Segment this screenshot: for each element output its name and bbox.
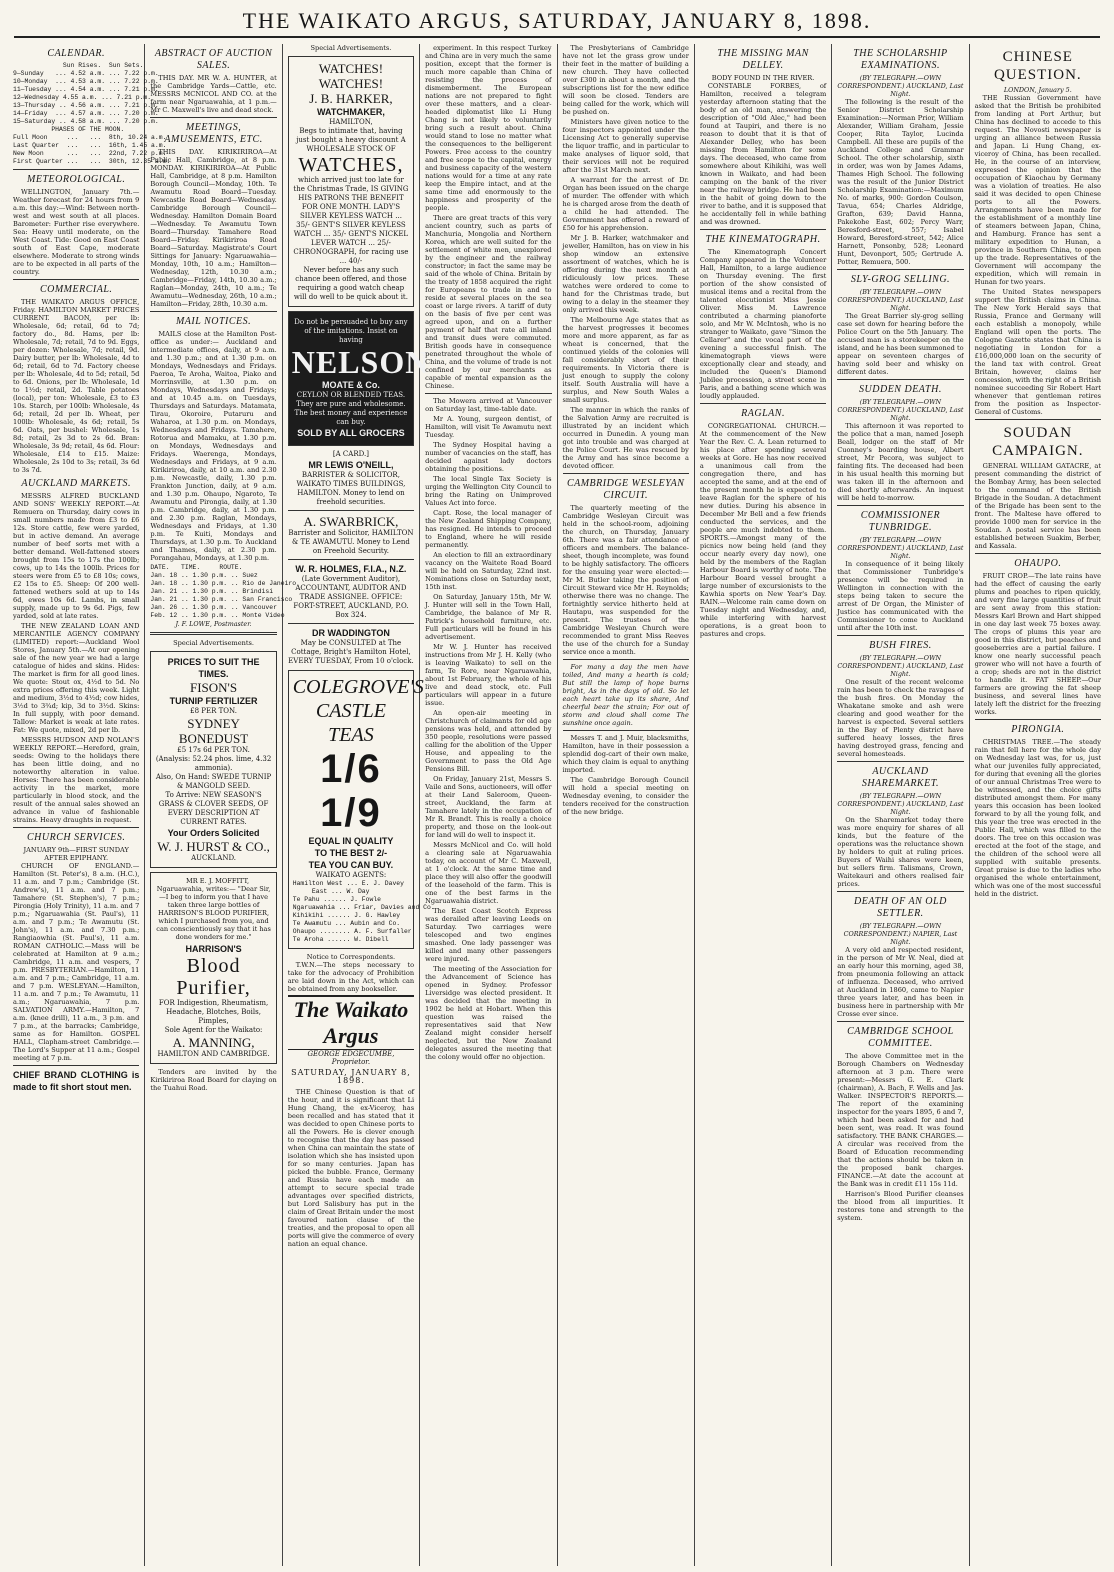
blood-purifier-title: Blood Purifier, (176, 955, 251, 999)
sly-grog-heading: SLY-GROG SELLING. (850, 274, 951, 285)
harker-trade: WATCHMAKER, (317, 107, 385, 117)
divider (837, 269, 963, 270)
watches-big: WATCHES, (298, 154, 404, 176)
news-item: The Sydney Hospital having a number of vacancies on the staff, has decided against lady doctors obtaining the positions. (425, 441, 552, 473)
missing-man-heading: THE MISSING MAN DELLEY. (717, 48, 809, 71)
mail-notices-text: MAILS close at the Hamilton Post-office as under:— Auckland and intermediate offices, daily, at 9 a.m. and 1.30 p.m.; and at 1.30 p.m. on Mondays, Wednesdays and Fridays. Paeroa, Te Aroha, Waitoa, Piako and Morrinsville, at 1.30 p.m. on Mondays, Wednesdays and Fridays; and at 10.45 a.m. on Tuesdays, Thursdays and Saturdays. Matamata, Tirau, Okoroire, Putaruru and Waharoa, at 1.30 p.m. on Mondays, Wednesdays and Fridays. Tamahere, Rotorua and Mamaku, at 1.30 p.m. on Mondays, Wednesdays and Fridays. Waerenga, Mondays, Wednesdays and Fridays, at 9 a.m. Kirikiriroa, daily, at 10 a.m. and 2.30 p.m. Newcastle, daily, 1.30 p.m. Frankton Junction, daily, at 9 a.m. and 1.30 p.m. Ohaupo, Ngaroto, Te Awamutu and Pirongia, daily, at 1.30 p.m. Cambridge, daily, at 1.30 p.m. and 2.30 p.m. Raglan, Mondays, Wednesdays and Fridays, at 1.30 p.m. Te Kuiti, Mondays and Thursdays, at 1.30 p.m. To Auckland and Thames, daily, at 2.30 p.m. Porangahau, Mondays, at 1.30 p.m. (150, 330, 277, 562)
news-item: The Melbourne Age states that as the harvest progresses it becomes more and more apparent, as far as wheat is concerned, that the continued yields of the colonies will fall considerably short of their requirements. In Victoria there is just enough to supply the colony itself. South Australia will have a surplus, and New South Wales a small surplus. (562, 316, 689, 404)
nelson-description: CEYLON OR BLENDED TEAS. They are pure and wholesome. The best money and experience can buy. (294, 391, 408, 426)
to-arrive: To Arrive: NEW SEASON'S GRASS & CLOVER SEEDS, OF EVERY DESCRIPTION AT CURRENT RATES. (158, 791, 269, 826)
oneill-details: BARRISTER & SOLICITOR, WAIKATO TIMES BUILDINGS, HAMILTON. Money to lend on freehold securities. (296, 471, 406, 506)
oneill-name: MR LEWIS O'NEILL, (308, 460, 394, 470)
tunbridge-heading: COMMISSIONER TUNBRIDGE. (860, 510, 941, 533)
news-item: Mr W. J. Hunter has received instructions from Mr J. H. Kelly (who is leaving Waikato) to sell on the farm, Te Rore, near Ngaruawahia, about 1st February, the whole of his live and dead stock, etc. Full particulars will appear in a future issue. (425, 643, 552, 707)
wesleyan-circuit-text: The quarterly meeting of the Cambridge Wesleyan Circuit was held in the school-room, adjoining the church, on Thursday, January 6th. There was a fair attendance of officers and members. The balance-sheet, though incomplete, was found to be highly satisfactory. The officers for the ensuing year were elected:—Mr M. Butler taking the position of Circuit Steward vice Mr H. Reynolds; otherwise there was no change. The fortnightly service hitherto held at Hautapu, was suspended for the present. The trustees of the Cambridge Wesleyan Church were recommended to grant Miss Reeves the use of the church for a Sunday service once a month. (562, 504, 689, 656)
divider (563, 659, 689, 660)
divider (837, 505, 963, 506)
column-4 (420, 44, 557, 1566)
notice-heading: Notice to Correspondents. (306, 953, 396, 961)
tea-equal: EQUAL IN QUALITY (308, 836, 394, 846)
raglan-heading: RAGLAN. (741, 408, 785, 419)
divider (13, 279, 139, 280)
chief-brand-ad: CHIEF BRAND CLOTHING is made to fit short stout men. (13, 1070, 140, 1092)
old-settler-byline: (BY TELEGRAPH.—OWN CORRESPONDENT.) NAPIER, Last Night. (843, 922, 958, 946)
chinese-question-text-2: The United States newspapers support the British claims in China. The New York Herald says that Russia, France and Germany will each establish a monopoly, while England will open the ports. The Cologne Gazette states that China is negotiating in London for a £16,000,000 loan on the security of the land tax with control. Great Britain, however, claims her concession, with the right of a British nominee succeeding Sir Robert Hart whenever that gentleman retires from the position as Inspector-General of Customs. (974, 288, 1101, 416)
agents-heading: WAIKATO AGENTS: (315, 871, 387, 879)
manning-name: A. MANNING, (172, 1035, 255, 1050)
meetings-text: THIS DAY. KIRIKIRIROA—At Public Hall, Cambridge, at 8 p.m. MONDAY. KIRIKIRIROA—At Public Hall, Cambridge, at 8 p.m. Hamilton Borough Council—Monday, 10th. Te Awamutu Road Board—Tuesday. Newcastle Road Board—Wednesday. Cambridge Borough Council—Wednesday. Hamilton Domain Board—Wednesday. Te Awamutu Town Board—Thursday. Tamahere Road Board—Friday. Kirikiriroa Road Board—Saturday. Magistrate's Court Sittings for January: Ngaruawahia—Monday, 10th, 10 a.m.; Hamilton—Wednesday, 12th, 10.30 a.m.; Cambridge—Friday, 14th, 10.30 a.m.; Raglan—Monday, 24th, 10 a.m.; Te Awamutu—Wednesday, 26th, 10 a.m.; Hamilton—Friday, 28th, 10.30 a.m. (150, 148, 277, 308)
harker-city: HAMILTON, (329, 118, 373, 126)
columns (8, 44, 1106, 1566)
news-item: On Friday, January 21st, Messrs S. Vaile and Sons, auctioneers, will offer at their Land Saleroom, Queen-street, Auckland, the farm at Tamahere lately in the occupation of Mr R. Brandt. This is really a choice property, and those on the look-out for land will do well to inspect it. (425, 775, 552, 839)
soudan-campaign-heading: SOUDAN CAMPAIGN. (992, 425, 1084, 459)
sudden-death-heading: SUDDEN DEATH. (859, 384, 942, 395)
nelson-title: NELSON (291, 344, 430, 380)
school-committee-text: The above Committee met in the Borough Chambers on Wednesday afternoon at 3 p.m. There were present:—Messrs G. E. Clark (chairman), A. Bach, F. Wells and Jas. Walker. INSPECTOR'S REPORTS.—The report of the examining inspector for the years 1895, 6 and 7, which had been asked for and had been sent, was read. It was found satisfactory. THE BANK CHARGES.—A circular was received from the Board of Education recommending that the actions should be taken in the proposed bank charges. FINANCE.—At date the account at the Bank was in credit £11 15s 11d. (837, 1052, 964, 1188)
blood-purifier-ad (150, 872, 276, 1064)
tea-prices: 1/6 1/9 (320, 747, 382, 835)
bonedust-price: £5 17s 6d PER TON. (177, 746, 250, 754)
column-1 (8, 44, 171, 1566)
tea-best: TO THE BEST 2/- (314, 848, 388, 858)
leader-text: THE Chinese Question is that of the hour, and it is significant that Li Hung Chang, the ex-Viceroy, has been recalled and has stated that it was decided to open Chinese ports to all the Powers. He is clever enough to recognise that the day has passed when China can maintain the state of isolation which she has insisted upon for so many centuries. Japan has picked the bubble. France, Germany and Russia have each made an attempt to secure special trade advantages over specified districts, but Lord Salisbury has put in the claim of Great Britain under the most favoured nation clause of the treaties, and the proposal to open all ports will give the commerce of every nation an equal chance. (287, 1088, 415, 1248)
wesleyan-circuit-heading: CAMBRIDGE WESLEYAN CIRCUIT. (566, 478, 685, 501)
scholarship-byline: (BY TELEGRAPH.—OWN CORRESPONDENT.) AUCKLAND, Last Night. (837, 74, 964, 98)
meteorological-text: WELLINGTON, January 7th.—Weather forecast for 24 hours from 9 a.m. this day:—Wind: Between north-west and west south at all places. Barometer: Further rise everywhere. Sea: Heavy until moderate, on the West Coast. Tide: Good on East Coast south of East Cape, moderate elsewhere. Moderate to strong winds are to be expected in all parts of the country. (13, 188, 140, 276)
meetings-heading: MEETINGS, AMUSEMENTS, ETC. (164, 122, 263, 145)
commercial-heading: COMMERCIAL. (39, 284, 113, 295)
news-item: An election to fill an extraordinary vacancy on the Waitete Road Board will be held on Saturday, 22nd inst. Nominations close on Saturday next, 15th inst. (425, 551, 552, 591)
news-item: On Saturday, January 15th, Mr W. J. Hunter will sell in the Town Hall, Cambridge, the balance of Mr R. Patrick's household furniture, etc. Full particulars will be found in his advertisement. (425, 593, 552, 641)
news-item: Capt. Rose, the local manager of the New Zealand Shipping Company, has resigned. He intends to proceed to England, where he will reside permanently. (425, 509, 552, 549)
news-item: The East Coast Scotch Express was derailed after leaving Leeds on Saturday. Two carriages were telescoped and two engines smashed. One lady passenger was killed and many other passengers were injured. (425, 907, 552, 963)
divider (13, 169, 139, 170)
news-item: Ministers have given notice to the four inspectors appointed under the Licensing Act to generally supervise the liquor traffic, and in particular to make analyses of liquor sold, that their services will not be required after the 31st March next. (562, 118, 689, 174)
sole-agent-label: Sole Agent for the Waikato: (164, 1026, 263, 1034)
missing-man-subheading: BODY FOUND IN THE RIVER. (711, 74, 815, 82)
school-committee-heading: CAMBRIDGE SCHOOL COMMITTEE. (847, 1026, 954, 1049)
divider (425, 393, 551, 394)
chinese-question-dateline: LONDON, January 5. (1003, 86, 1072, 94)
sharemarket-heading: AUCKLAND SHAREMARKET. (861, 766, 940, 789)
harker-name: J. B. HARKER, (309, 91, 393, 106)
news-item: The Presbyterians of Cambridge have not let the grass grow under their feet in the matter of building a new church. They have collected over £300 in about a month, and the subscriptions list for the new edifice will soon be closed. Tenders are being called for the work, which will be pushed on. (562, 44, 689, 116)
orders-solicited: Your Orders Solicited (167, 828, 260, 838)
masthead-title: THE WAIKATO ARGUS, SATURDAY, JANUARY 8, 1898. (14, 6, 1100, 38)
fisons-title: FISON'S (189, 680, 238, 695)
news-item: Messrs T. and J. Muir, blacksmiths, Hamilton, have in their possession a splendid dog-cart of their own make, which they claim is equal to anything imported. (562, 734, 689, 774)
news-item: The Mowera arrived at Vancouver on Saturday last, time-table date. (425, 397, 552, 413)
divider (150, 311, 276, 312)
kinematograph-heading: THE KINEMATOGRAPH. (705, 234, 821, 245)
bush-fires-heading: BUSH FIRES. (869, 640, 932, 651)
hurst-name: W. J. HURST & CO., (157, 839, 270, 854)
auction-text: THIS DAY. MR W. A. HUNTER, at the Cambridge Yards—Cattle, etc. MESSRS MCNICOL AND CO. at the farm near Ngaruawahia, at 1 p.m.—Mr C. Maxwell's live and dead stock. (150, 74, 277, 114)
pirongia-text: CHRISTMAS TREE.—The steady rain that fell here for the whole day on Wednesday last was, for us, just what our juveniles fully appreciated, for during that evening all the glories of our annual Christmas Tree were to be witnessed, and the choice gifts distributed amongst them. For many years this occasion has been looked forward to by all the young folk, and this year the tree was erected in the Public Hall, which was filled to the doors. The tree on this occasion was erected at the foot of the stage, and the children of the school were all supplied with suitable presents. Great praise is due to the ladies who organised the whole entertainment, which was one of the most successful held in the district. (974, 738, 1101, 898)
harrisons-note: Harrison's Blood Purifier cleanses the blood from all impurities. It restores tone and strength to the system. (837, 1190, 964, 1222)
waddington-details: May be CONSULTED at The Cottage, Bright's Hamilton Hotel, EVERY TUESDAY, From 10 o'clock. (288, 639, 414, 665)
kinematograph-text: The Kinematograph Concert Company appeared in the Volunteer Hall, Hamilton, to a large audience on Thursday evening. The first portion of the show consisted of musical items and a recital from the talented elocutionist Miss Jessie Oliver. Miss M. Lawrence contributed a charming pianoforte solo, and Mr W. McIntosh, who is no stranger to Waikato, gave "Simon the Cellarer" and the vocal part of the evening a successful finish. The kinematograph views were exceptionally clear and steady, and included the Queen's Diamond Jubilee procession, a street scene in Paris, and a bathing scene which was loudly applauded. (699, 248, 827, 400)
nelson-tea-ad (288, 311, 430, 446)
missing-man-text: CONSTABLE FORBES, of Hamilton, received a telegram yesterday afternoon stating that the body of an old man, answering the description of "Old Alec," had been found at Taupiri, and there is no reason to doubt that it is that of Alexander Delley, who has been missing from Hamilton for some days. The deceased, who came from somewhere about Kihikihi, was well known in Waikato, and had been camping on the bank of the river near the railway bridge. He had been in the habit of going down to the river to bathe, and it is supposed that he accidentally fell in while bathing and was drowned. (699, 82, 827, 226)
divider (288, 559, 414, 560)
church-services-text: CHURCH OF ENGLAND.—Hamilton (St. Peter's), 8 a.m. (H.C.), 11 a.m. and 7 p.m.; Cambridge (St. Andrew's), 11 a.m. and 7 p.m.; Tamahere (St. Stephen's), 7 p.m.; Pirongia (Holy Trinity), 11 a.m. and 7 p.m.; Ngaruawahia (St. Paul's), 11 a.m. and 7 p.m.; Te Awamutu (St. John's), 11 a.m. and 7.30 p.m.; Rangiaowhia (St. Paul's), 11 a.m. ROMAN CATHOLIC.—Mass will be celebrated at Hamilton at 9 a.m.; Cambridge, 11 a.m. and vespers, 7 p.m. PRESBYTERIAN.—Hamilton, 11 a.m. and 7 p.m.; Cambridge, 11 a.m. and 7 p.m. WESLEYAN.—Hamilton, 11 a.m. and 7 p.m.; Te Awamutu, 11 a.m.; Ngaruawahia, 7 p.m. SALVATION ARMY.—Hamilton, 7 a.m. (knee drill), 11 a.m., 3 p.m. and 7 p.m., at the barracks; Cambridge, same as for Hamilton. GOSPEL HALL, Clapham-street Cambridge.—The Lord's Supper at 11 a.m.; Gospel meeting at 7 p.m. (13, 862, 140, 1062)
manning-city: HAMILTON AND CAMBRIDGE. (157, 1050, 270, 1058)
meteorological-heading: METEOROLOGICAL. (27, 174, 126, 185)
column-5 (558, 44, 695, 1566)
fisons-fertilizer-ad (150, 651, 276, 868)
fisons-subtitle: TURNIP FERTILIZER (169, 696, 258, 706)
divider (288, 510, 414, 511)
old-settler-heading: DEATH OF AN OLD SETTLER. (854, 896, 947, 919)
ohaupo-text: FRUIT CROP.—The late rains have had the effect of causing the early plums and peaches to ripen quickly, and very fine large quantities of fruit are sent away from this station: Messrs Karl Brown and Hart shipped in one day last week 75 boxes away. The crops of plums this year are good in this district, but peaches and gooseberries are a partial failure. I know one nearly successful peach grower who will not have a fourth of a crop; sheds are not in the district to handle it. FAT SHEEP.—Our farmers are growing the fat sheep business, and several lines have lately left the district for the freezing works. (974, 572, 1101, 716)
divider (837, 635, 963, 636)
news-item: Mr J. B. Harker, watchmaker and jeweller, Hamilton, has on view in his shop window an extensive assortment of watches, which he is offering during the next month at ridiculously low prices. These watches were ordered to come to hand for the Christmas trade, but owing to a delay in the steamer they only arrived this week. (562, 234, 689, 314)
nelson-sold: SOLD BY ALL GROCERS (297, 428, 405, 438)
divider (837, 891, 963, 892)
sly-grog-text: The Great Barrier sly-grog selling case set down for hearing before the Police Court on the 5th January. The accused man is a storekeeper on the island, and he has been summoned to appear on seventeen charges of having sold beer and whisky on different dates. (837, 312, 964, 376)
bush-fires-byline: (BY TELEGRAPH.—OWN CORRESPONDENT.) AUCKLAND, Last Night. (837, 654, 964, 678)
raglan-text: CONGREGATIONAL CHURCH.—At the commencement of the New Year the Rev. C. A. Lean returned to his place after spending several weeks at Gore. He has now received a unanimous call from the congregation there, and has accepted the same, and at the end of the present month he is expected to leave Raglan for the sphere of his new duties. During his absence in December Mr Bell and a few friends conducted the services, and the people are much indebted to them. SPORTS.—Amongst many of the picnics now being held (and they occur nearly every day now), one held by the members of the Raglan Harbour Board is worthy of note. The Harbour Board vessel brought a large number of excursionists to the Kawhia sports on New Year's Day. RAIN.—Welcome rain came down on Tuesday night and Wednesday, and, while interfering with harvest operations, is a great boon to pastures and crops. (699, 422, 827, 638)
scholarship-text: The following is the result of the Senior District Scholarship Examination:—Norman Prior, William Alexander, William Graham, Jessie Cooper, Rita Taylor, Lucinda Campbell. All these are pupils of the Auckland College and Grammar School. The other scholarship, sixth in order, was won by James Adams, Thames High School. The following was the result of the Junior District Scholarship Examination:—Maximum No. of marks, 900: Gordon Coulson, Tavua, 654; Charles Aldridge, Grafton, 639; David Hanna, Pakekohe East, 602; Percy Warr, Beresford-street, 557; Isabel Howard, Beresford-street, 542; Alice Harnett, Ponsonby, 528; Leonard Hunt, Devonport, 505; Gertrude A. Potter, Remuera, 500. (837, 98, 964, 266)
news-item: The Cambridge Borough Council will hold a special meeting on Wednesday evening, to consider the tenders received for the construction of the new bridge. (562, 776, 689, 816)
moffitt-testimonial: MR E. J. MOFFITT, Ngaruawahia, writes:— "Dear Sir,—I beg to inform you that I have taken three large bottles of HARRISON'S BLOOD PURIFIER, which I purchased from you, and can conscientiously say that it has done wonders for me." (156, 877, 271, 941)
divider (563, 730, 689, 731)
article-paragraph: There are great tracts of this very ancient country, such as parts of Manchuria, Mongolia and Northern Korea, which are well suited for the settlement of white men, unexplored by the engineer and the railway constructor; in fact the same may be said of the whole of China. Britain by the treaty of 1858 acquired the right for Europeans to trade in and to reside at several places on the sea coast or large rivers. A tariff of duty on the basis of five per cent was agreed upon, and on a further payment of half that rate all inland and transit dues were commuted. British goods have in consequence penetrated throughout the whole of China, and the volume of trade is not confined by our merchants as capable of mental expansion as the Chinese. (425, 214, 552, 390)
column-7 (832, 44, 969, 1566)
notice-text: T.W.N.—The steps necessary to take for the advocacy of Prohibition are laid down in the Act, which can be obtained from any bookseller. (287, 961, 415, 993)
sly-grog-byline: (BY TELEGRAPH.—OWN CORRESPONDENT.) AUCKLAND, Last Night. (837, 288, 964, 312)
ohaupo-heading: OHAUPO. (1014, 558, 1062, 569)
hudson-report-text: MESSRS HUDSON AND NOLAN'S WEEKLY REPORT.—Hereford, grain, seeds: Owing to the holidays there has been little doing, and no noteworthy alteration in value. Horses: There has been considerable activity in the market, more particularly in blood stock, and the result of the annual sales showed an advance in value of fashionable strains. Heavy draughts in request. (13, 736, 140, 824)
calendar-heading: CALENDAR. (47, 48, 105, 59)
card-label: [A CARD.] (332, 450, 369, 458)
old-settler-text: A very old and respected resident, in the person of Mr W. Neal, died at an early hour this morning, aged 38, from pneumonia following an attack of influenza. Deceased, who arrived at Auckland in 1860, came to Napier three years later, and has been in business here in partnership with Mr Crosse ever since. (837, 946, 964, 1018)
bonedust-analysis: (Analysis: 52.24 phos. lime, 4.32 ammonia). (155, 755, 272, 772)
sharemarket-byline: (BY TELEGRAPH.—OWN CORRESPONDENT.) AUCKLAND, Last Night. (837, 792, 964, 816)
harker-watches-ad (288, 56, 414, 307)
harker-intro: Begs to intimate that, having just bought a heavy discount A WHOLESALE STOCK OF (296, 127, 406, 153)
swarbrick-name: A. SWARBRICK, (303, 514, 399, 529)
divider (150, 117, 276, 118)
scholarship-heading: THE SCHOLARSHIP EXAMINATIONS. (853, 48, 948, 71)
loan-agency-text: THE NEW ZEALAND LOAN AND MERCANTILE AGENCY COMPANY (LIMITED) report:—Auckland Wool Stores, January 5th.—At our opening sale of the new year we had a large catalogue of hides and skins. Hides: The market is firm for all good lines. We quote: Stout ox, 4½d to 5d. No extra prices offering this week. Light and medium, 3½d to 4½d; cow hides, 3½d to 3¾d; kip, 3d to 3½d. Skins: In full supply, with poor demand. Tallow: Market is weak at late rates. Fat: We quote, mixed, 2d per lb. (13, 622, 140, 734)
sharemarket-text: On the Sharemarket today there was more enquiry for shares of all kinds, but the feature of the operations was the reluctance shown by holders to quit at ruling prices. Buyers of Waihi shares were keen, but sellers firm. Talismans, Crown, Waitekauri and others realised fair prices. (837, 816, 964, 888)
news-item: The local Single Tax Society is urging the Wellington City Council to bring the Rating on Unimproved Values Act into force. (425, 475, 552, 507)
chinese-question-text: THE Russian Government have asked that the British be prohibited from landing at Port Arthur, but China has declined to accede to this request. The Novosti newspaper is urging an alliance between Russia and Japan. Li Hung Chang, ex-viceroy of China, has been recalled. He, in the course of an interview, expressed the opinion that the occupation of Kiaochau by Germany was a violation of treaties. He also said it was decided to open Chinese ports to all the Powers. Arrangements have been made for the establishment of a monthly line of steamers between Japan, China, and Hamburg. France has sent a military expedition to Hunan, a province in Southern China, to open up the trade. Representatives of the Government will accompany the expedition, which will remain in Hunan for two years. (974, 94, 1101, 286)
nelson-subtitle: MOATE & Co. (322, 380, 380, 390)
holmes-details: (Late Government Auditor), ACCOUNTANT, AUDITOR AND TRADE ASSIGNEE. OFFICE: FORT-STREET, AUCKLAND, P.O. Box 324. (293, 575, 409, 619)
divider (13, 1065, 139, 1066)
blood-purifier-uses: FOR Indigestion, Rheumatism, Headache, Blotches, Boils, Pimples, (158, 999, 269, 1025)
harker-offer: which arrived just too late for the Christmas Trade, IS GIVING HIS PATRONS THE BENEFIT FOR ONE MONTH. LADY'S SILVER KEYLESS WATCH ... 35/- GENT'S SILVER KEYLESS WATCH ... 35/- GENT'S NICKEL LEVER WATCH ... 25/- CHRONOGRAPH, for racing use ... 40/- (293, 176, 409, 265)
auckland-markets-heading: AUCKLAND MARKETS. (21, 478, 131, 489)
chinese-question-heading: CHINESE QUESTION. (993, 49, 1082, 83)
calendar-table: Sun Rises. Sun Sets. 9—Sunday ... 4.52 a.m. ... 7.22 p.m. 10—Monday ... 4.53 a.m. ... 7.22 p.m. 11—Tuesday ... 4.54 a.m. ... 7.21 p.m. 12—Wednesday 4.55 a.m. ... 7.21 p.m. 13—Thursday .. 4.56 a.m. ... 7.21 p.m. 14—Friday ... 4.57 a.m. ... 7.20 p.m. 15—Saturday .. 4.58 a.m. ... 7.20 p.m. PHASES OF THE MOON. Full Moon ... ... 8th, 10.24 a.m. Last Quarter ... ... 16th, 1.45 a.m. New Moon ... ... 22nd, 7.22 p.m. First Quarter ... ... 30th, 12.35 a.m. (13, 62, 171, 165)
waddington-name: DR WADDINGTON (312, 628, 390, 638)
argus-date: SATURDAY, JANUARY 8, 1898. (291, 1068, 411, 1085)
column-6 (695, 44, 832, 1566)
church-services-heading: CHURCH SERVICES. (27, 832, 126, 843)
postmaster-signature: J. F. LOWE, Postmaster. (175, 620, 252, 628)
column-2 (145, 44, 297, 1566)
divider (975, 553, 1101, 554)
news-item: A warrant for the arrest of Dr. Organ has been issued on the charge of murder. The offender with which he is charged arose from the death of a child he had attended. The Government has offered a reward of £50 for his apprehension. (562, 176, 689, 232)
english-mail-table: DATE. TIME. ROUTE. Jan. 18 .. 1.30 p.m. .. Suez Jan. 18 .. 1.30 p.m. .. Rio de Janeiro Jan. 21 .. 1.30 p.m. .. Brindisi Jan. 21 .. 1.30 p.m. .. San Francisco Jan. 26 .. 1.30 p.m. .. Vancouver Feb. 12 .. 1.30 p.m. .. Monte Video (150, 564, 297, 619)
harrisons-name: HARRISON'S (185, 944, 242, 954)
fisons-price: £8 PER TON. (190, 707, 237, 715)
colegrove-tea-ad (288, 670, 435, 949)
news-item: Messrs McNicol and Co. will hold a clearing sale at Ngaruawahia today, on account of Mr C. Maxwell, at 1 o'clock. At the same time and place they will also offer the goodwill of the leasehold of the farm. This is one of the best farms in the Ngaruawahia district. (425, 841, 552, 905)
bush-fires-text: One result of the recent welcome rain has been to check the ravages of the bush fires. On Monday the Whakatane smoke and ash were clearing and good weather for the harvest is expected. Several settlers in the Bay of Plenty district have suffered heavy losses, the fires having destroyed grass, fencing and several homesteads. (837, 678, 964, 758)
watches-headline: WATCHES! WATCHES! (318, 61, 384, 91)
tea-buy: TEA YOU CAN BUY. (308, 860, 394, 870)
news-item: The manner in which the ranks of the Salvation Army are recruited is illustrated by an incident which occurred in Dunedin. A young man got into trouble and was charged at the Police Court. He was rescued by the Army and has since become a devoted officer. (562, 406, 689, 470)
tunbridge-byline: (BY TELEGRAPH.—OWN CORRESPONDENT.) AUCKLAND, Last Night. (837, 536, 964, 560)
divider (700, 229, 826, 230)
nelson-warning: Do not be persuaded to buy any of the imitations. Insist on having (294, 318, 408, 344)
divider (975, 419, 1101, 420)
also-on-hand: Also, On Hand: SWEDE TURNIP & MANGOLD SEED. (155, 773, 272, 790)
agents-list: Hamilton West ... E. J. Davey East ... W. Day Te Pahu ...... J. Fowle Ngaruawahia ... Friar, Davies and Co. Kihikihi ...... J. G. Hawley Te Awamutu ... Aubin and Co. Ohaupo ........ A. F. Surfaller Te Aroha ...... W. Dibell (292, 880, 435, 943)
bonedust-title: SYDNEY BONEDUST (178, 716, 249, 746)
hurst-city: AUCKLAND. (191, 854, 237, 862)
special-advertisements-label: Special Advertisements. (310, 44, 392, 52)
argus-banner: The Waikato Argus (288, 995, 414, 1050)
poem-text: For many a day the men have toiled, And many a hearth is cold; But still the lamp of hope burns bright, As in the days of old. So let each heart take up its share, And cheerful bear the strain; For out of storm and cloud shall come The sunshine once again. (562, 663, 689, 727)
news-item: The meeting of the Association for the Advancement of Science has opened in Sydney. Professor Liversidge was elected president. It was decided that the meeting in 1902 be held at Hobart. When this question was raised the representatives said that New Zealand might consider herself neglected, but the New Zealand delegates assured the meeting that the colony would offer no objection. (425, 965, 552, 1061)
column-3 (283, 44, 435, 1566)
article-paragraph: experiment. In this respect Turkey and China are in very much the same position, except that the former is much more capable than China of resisting the process of dismemberment. The European nations are not prepared to fight over these matters, and a clear-headed diplomatist like Li Hung Chang is not likely to voluntarily bring such a result about. China would stand to lose no matter what the consequences to the belligerent Powers. Free access to the country and free scope to the capital, energy and business capacity of the western nations would for a time at any rate keep the Empire intact, and at the same time add enormously to the happiness and prosperity of the people. (425, 44, 552, 212)
divider (563, 473, 689, 474)
divider (700, 403, 826, 404)
news-item: An open-air meeting in Christchurch of claimants for old age pensions was held, and attended by 350 people, resolutions were passed calling for the abolition of the Upper House, and appealing to the Government to pass the Old Age Pensions Bill. (425, 709, 552, 773)
special-advertisements-label: Special Advertisements. (173, 639, 255, 647)
mail-notices-heading: MAIL NOTICES. (175, 316, 252, 327)
divider (13, 827, 139, 828)
tunbridge-text: In consequence of it being likely that Commissioner Tunbridge's presence will be required in Wellington in connection with the steps being taken to secure the arrest of Dr Organ, the Minister of Justice has communicated with the Commissioner to come to Auckland until after the 10th inst. (837, 560, 964, 632)
prices-headline: PRICES TO SUIT THE TIMES. (167, 657, 260, 679)
soudan-campaign-text: GENERAL WILLIAM GATACRE, at present commanding the district of the Bombay Army, has been selected to the command of the British Brigade in the Soudan. A detachment of the Brigade has been sent to the front. The Maltese have offered to provide 1000 men for service in the Soudan. A postal service has been established between Suakim, Berber, and Kassala. (974, 462, 1101, 550)
church-subheading: JANUARY 9th—FIRST SUNDAY AFTER EPIPHANY. (23, 846, 129, 862)
column-8 (970, 44, 1106, 1566)
auction-heading: ABSTRACT OF AUCTION SALES. (154, 48, 273, 71)
sudden-death-byline: (BY TELEGRAPH.—OWN CORRESPONDENT.) AUCKLAND, Last Night. (837, 398, 964, 422)
divider (837, 379, 963, 380)
divider (837, 761, 963, 762)
divider (837, 1021, 963, 1022)
argus-proprietor: GEORGE EDGECUMBE, Proprietor. (307, 1050, 395, 1066)
divider (975, 719, 1101, 720)
news-item: Mr A. Young, surgeon dentist, of Hamilton, will visit Te Awamutu next Tuesday. (425, 415, 552, 439)
tenders-notice: Tenders are invited by the Kirikiriroa Road Board for claying on the Tuahui Road. (150, 1068, 277, 1092)
harker-note: Never before has any such chance been offered, and those requiring a good watch cheap will do well to be quick about it. (293, 266, 408, 301)
divider (288, 623, 414, 624)
swarbrick-details: Barrister and Solicitor, HAMILTON & TE AWAMUTU. Money to Lend on Freehold Security. (288, 529, 414, 555)
auckland-markets-text: MESSRS ALFRED BUCKLAND AND SONS' WEEKLY REPORT.—At Remuera on Thursday, dairy cows in small numbers made from £3 to £6 12s. Store cattle, few were yarded, but in active demand. An average number of beef sorts met with a better demand. Well-fattened steers brought from 15s to 17s the 100lb; cows, up to 14s the 100lb. Prices for steers were from £5 to £8 10s; cows, £2 15s to £5. Sheep: Of 200 well-fattened wethers sold at up to 14s 6d, ewes 10s 6d. Lambs, in small supply, made up to 9s 6d. Pigs, few yarded, sold at late rates. (13, 492, 140, 620)
commercial-text: THE WAIKATO ARGUS OFFICE, Friday. HAMILTON MARKET PRICES CURRENT. BACON, per lb: Wholesale, 6d; retail, 6d to 7d; factory do., 8d. Hams, per lb: Wholesale, 7d; retail, 7d to 9d. Eggs, per dozen: Wholesale, 7d; retail, 9d. Dairy butter, per lb: Wholesale, 4d to 6d; retail, 6d to 7d. Factory cheese per lb: Wholesale, 4d to 5d; retail, 5d to 6d. Onions, per lb: Wholesale, 1d to 1½d; retail, 2d. Table potatoes (local), per ton: Wholesale, £3 to £3 10s. Starch, per 100lb: Wholesale, 4s 6d; retail, 2d per lb. Wheat, per 100lb: Wholesale, 4s 6d; retail, 5s 6d. Oats, per bushel: Wholesale, 1s 8d; retail, 2s 3d to 2s 6d. Bran: Wholesale, 3s 9d; retail, 4s 6d. Flour: Wholesale, £14 to £15. Maize: Wholesale, 2s 10d to 3s; retail, 3s 6d to 3s 7d. (13, 298, 140, 474)
divider (150, 632, 276, 635)
colegrove-title: COLEGROVE'S CASTLE TEAS (292, 676, 424, 746)
sudden-death-text: This afternoon it was reported to the police that a man, named Joseph Beall, lodger on the staff of Mr Cuonney's boarding house, Albert street, Mr Pecora, was subject to fainting fits. The deceased had been in his usual health this morning but was taken ill in the afternoon and died shortly afterwards. An inquest will be held to-morrow. (837, 422, 964, 502)
holmes-name: W. R. HOLMES, F.I.A., N.Z. (295, 564, 407, 574)
pirongia-heading: PIRONGIA. (1011, 724, 1065, 735)
